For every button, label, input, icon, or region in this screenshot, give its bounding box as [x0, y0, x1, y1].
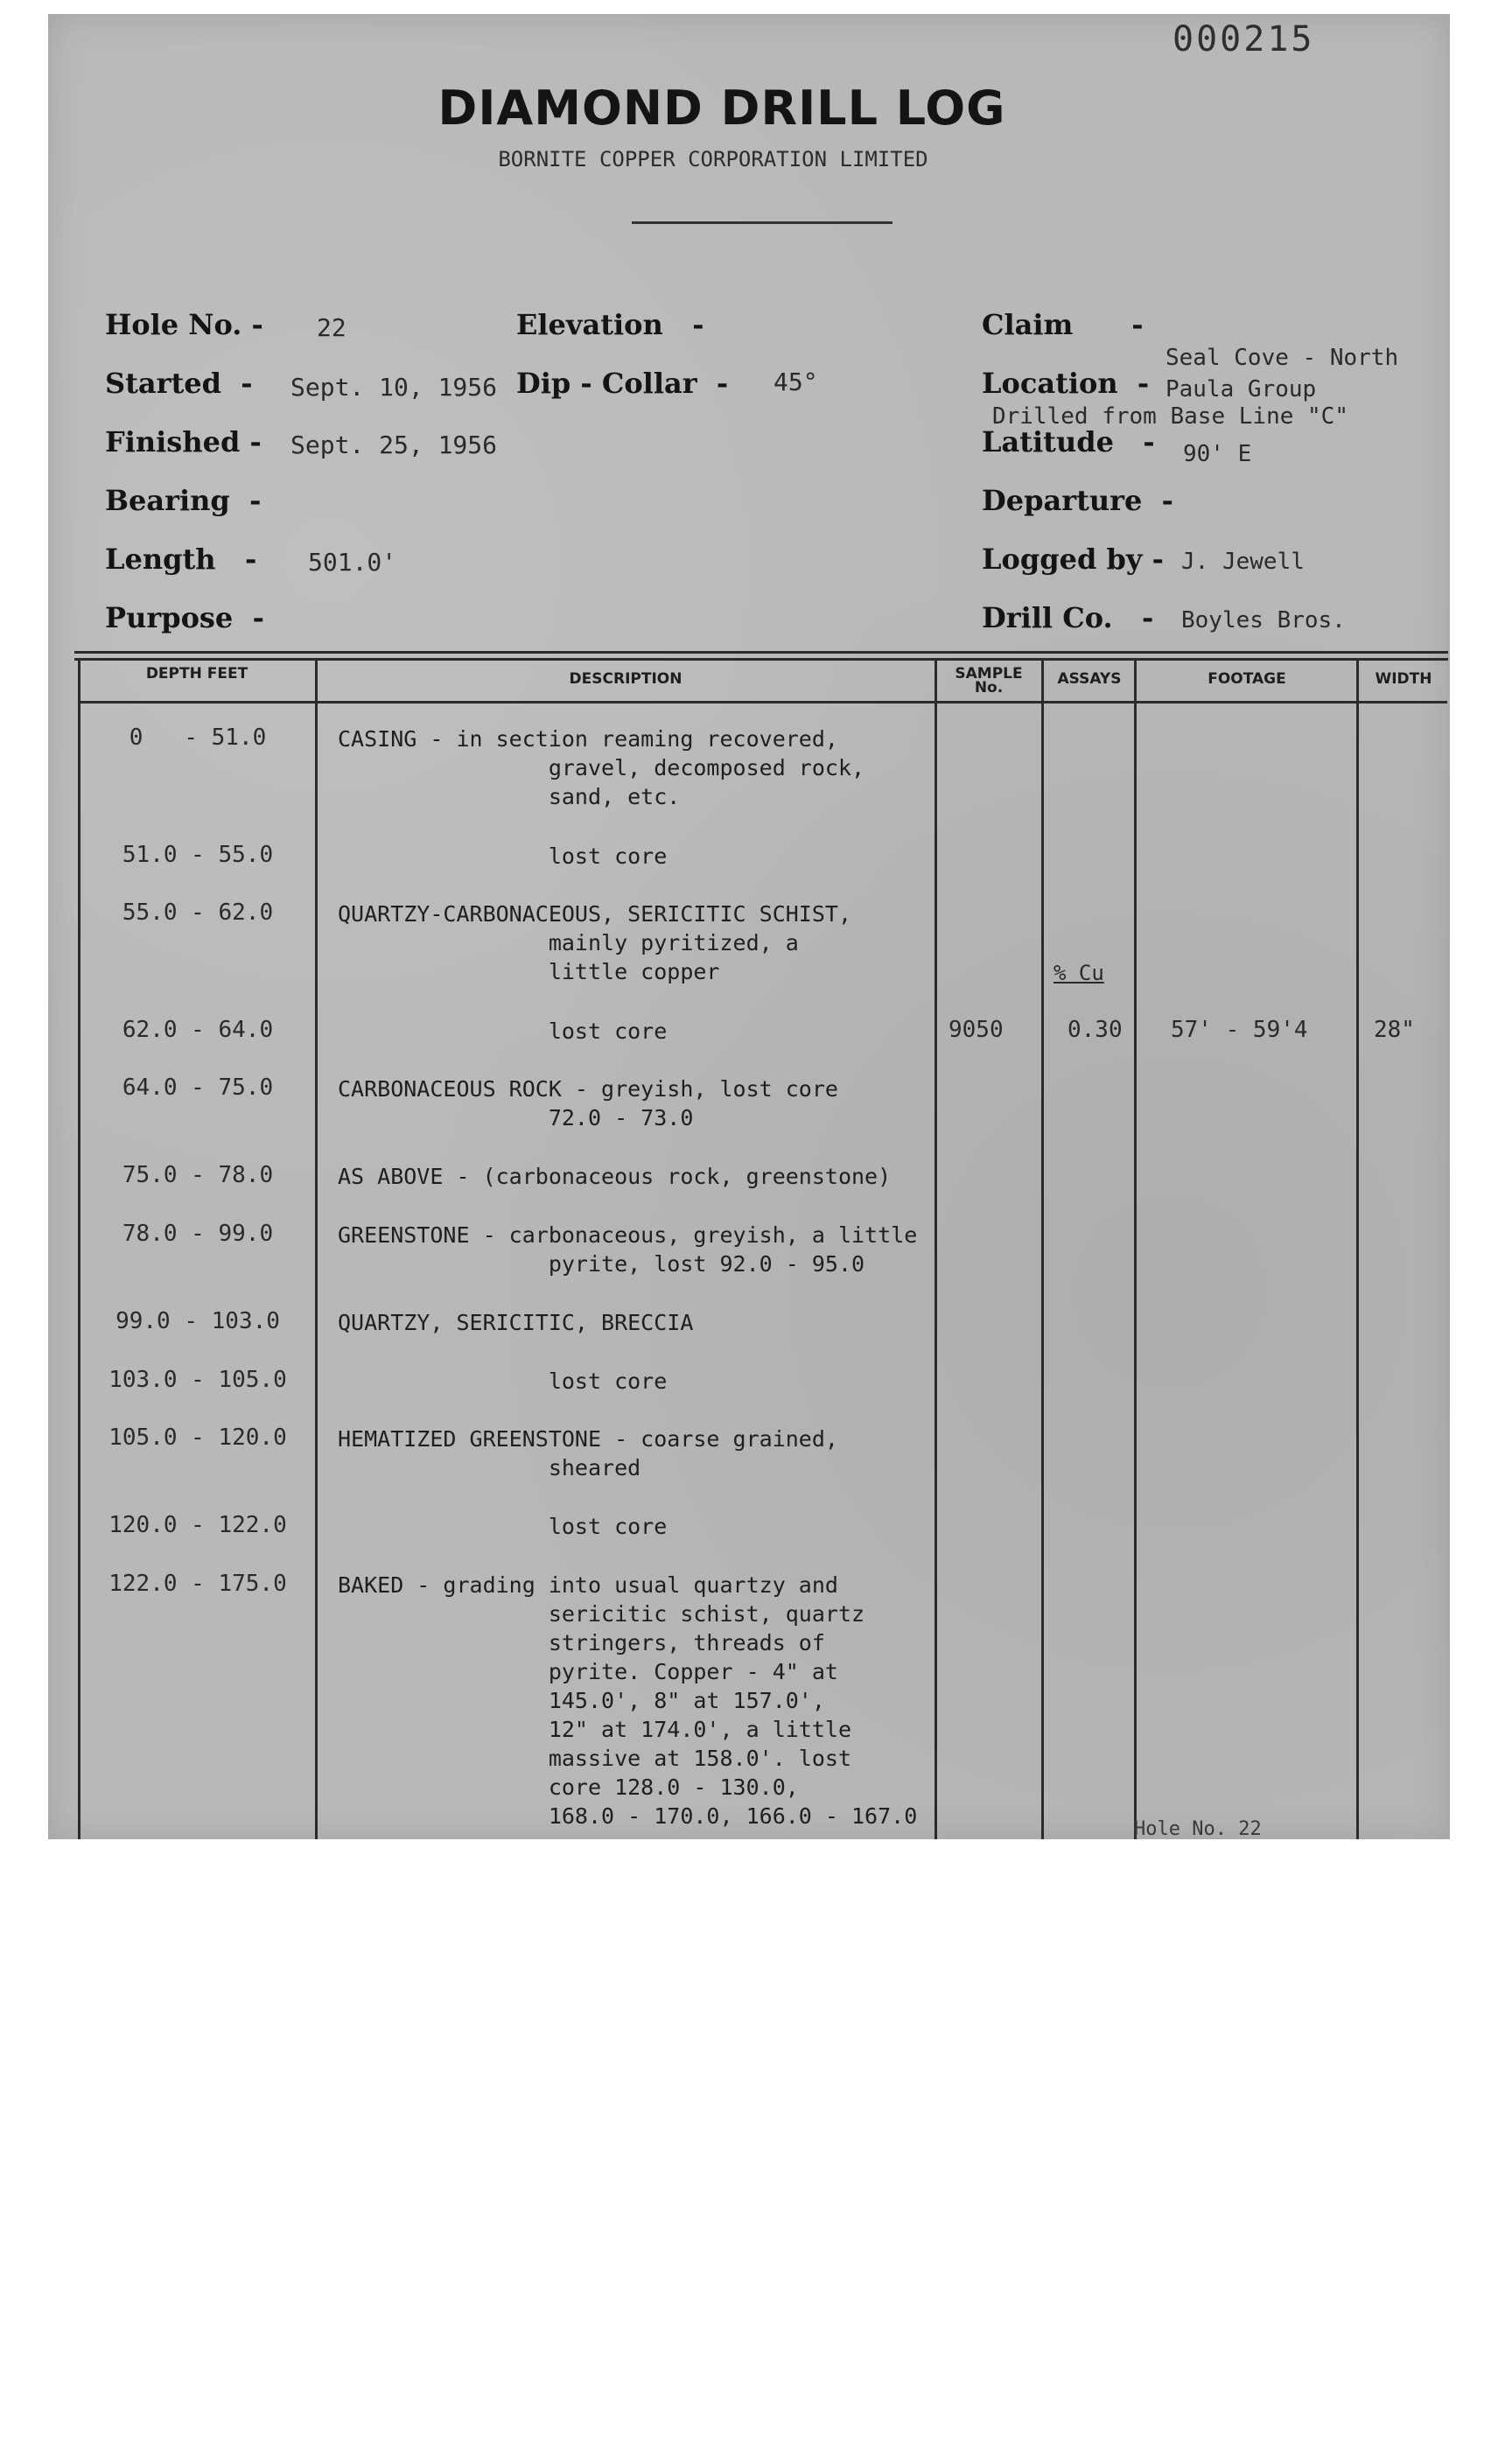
- col-head-assays: ASSAYS: [1057, 670, 1122, 688]
- hole-no-label: Hole No. -: [105, 308, 263, 341]
- assay-unit-label: % Cu: [1054, 961, 1104, 985]
- row-6-description: AS ABOVE - (carbonaceous rock, greenstone): [338, 1164, 892, 1189]
- purpose-label: Purpose -: [105, 601, 264, 634]
- latitude-value: 90' E: [1183, 441, 1252, 467]
- drill-co-label: Drill Co. -: [982, 601, 1154, 634]
- row-12-depth: 122.0 - 175.0: [108, 1571, 287, 1597]
- dip-collar-value: 45°: [774, 368, 818, 396]
- page-number: 000215: [1172, 19, 1315, 60]
- row-4-depth: 62.0 - 64.0: [122, 1017, 274, 1043]
- location-value: Paula Group: [1166, 376, 1317, 402]
- elevation-label: Elevation -: [516, 308, 704, 341]
- started-label: Started -: [105, 367, 253, 400]
- hole-no-value: 22: [317, 313, 346, 342]
- length-label: Length -: [105, 542, 257, 576]
- col-head-width: WIDTH: [1375, 670, 1432, 688]
- table-top-rule-inner: [74, 658, 1448, 661]
- logged-by-value: J. Jewell: [1181, 549, 1305, 575]
- row-4-footage: 57' - 59'4: [1171, 1017, 1308, 1043]
- claim-value: Seal Cove - North: [1166, 345, 1399, 371]
- finished-value: Sept. 25, 1956: [290, 430, 498, 459]
- company-name: BORNITE COPPER CORPORATION LIMITED: [498, 147, 928, 172]
- row-7-depth: 78.0 - 99.0: [122, 1221, 274, 1247]
- row-2-depth: 51.0 - 55.0: [122, 842, 274, 868]
- row-8-description: QUARTZY, SERICITIC, BRECCIA: [338, 1310, 694, 1335]
- col-head-sample: SAMPLE No.: [955, 665, 1023, 696]
- col-head-footage: FOOTAGE: [1208, 670, 1286, 688]
- started-value: Sept. 10, 1956: [290, 373, 498, 402]
- row-10-description: HEMATIZED GREENSTONE - coarse grained, sheared: [338, 1426, 838, 1480]
- row-1-description: CASING - in section reaming recovered, gravel, decomposed rock, sand, etc.: [338, 726, 865, 809]
- length-value: 501.0': [308, 548, 397, 577]
- claim-label: Claim -: [982, 308, 1144, 341]
- row-4-sample: 9050: [948, 1017, 1004, 1043]
- col-head-description: DESCRIPTION: [569, 670, 682, 688]
- table-header-rule: [78, 701, 1447, 704]
- col-head-depth: DEPTH FEET: [145, 665, 248, 682]
- bearing-label: Bearing -: [105, 484, 262, 517]
- row-4-assay: 0.30: [1068, 1017, 1123, 1043]
- row-5-depth: 64.0 - 75.0: [122, 1074, 274, 1101]
- finished-label: Finished -: [105, 425, 262, 458]
- table-border-left: [78, 658, 80, 1839]
- location-note: Drilled from Base Line "C": [992, 403, 1348, 430]
- row-2-description: lost core: [338, 844, 668, 869]
- drill-co-value: Boyles Bros.: [1181, 607, 1346, 634]
- row-1-depth: 0 - 51.0: [129, 724, 267, 751]
- row-3-depth: 55.0 - 62.0: [122, 900, 274, 926]
- col-divider-assays: [1134, 658, 1137, 1839]
- row-5-description: CARBONACEOUS ROCK - greyish, lost core 72.0 - 73.0: [338, 1076, 838, 1130]
- row-6-depth: 75.0 - 78.0: [122, 1162, 274, 1188]
- row-4-description: lost core: [338, 1018, 668, 1044]
- row-4-width: 28": [1374, 1017, 1415, 1043]
- row-12-description: BAKED - grading into usual quartzy and sericitic schist, quartz stringers, threads of pyrite. Copper - 4" at 145.0', 8" at 157.0', 12" at 174.0', a little massive at 158.0'. lost core 128.0 - 130.0, 168.0 - 170.0, 166.0 - 167.0: [338, 1572, 918, 1829]
- row-11-depth: 120.0 - 122.0: [108, 1512, 287, 1538]
- row-9-description: lost core: [338, 1368, 668, 1394]
- footer-hole-stamp: Hole No. 22: [1134, 1818, 1262, 1839]
- logged-by-label: Logged by -: [982, 542, 1164, 576]
- document-title: DIAMOND DRILL LOG: [438, 80, 1006, 136]
- row-7-description: GREENSTONE - carbonaceous, greyish, a little pyrite, lost 92.0 - 95.0: [338, 1222, 918, 1277]
- row-10-depth: 105.0 - 120.0: [108, 1424, 287, 1451]
- row-11-description: lost core: [338, 1514, 668, 1539]
- row-3-description: QUARTZY-CARBONACEOUS, SERICITIC SCHIST, mainly pyritized, a little copper: [338, 901, 851, 984]
- row-8-depth: 99.0 - 103.0: [116, 1308, 280, 1334]
- departure-label: Departure -: [982, 484, 1173, 517]
- latitude-label: Latitude -: [982, 425, 1155, 458]
- title-underline: [632, 221, 892, 224]
- table-top-rule-outer: [74, 651, 1448, 654]
- location-label: Location -: [982, 367, 1150, 400]
- row-9-depth: 103.0 - 105.0: [108, 1367, 287, 1393]
- col-divider-sample: [1041, 658, 1044, 1839]
- col-divider-footage: [1356, 658, 1359, 1839]
- col-divider-depth: [315, 658, 318, 1839]
- dip-collar-label: Dip - Collar -: [516, 367, 729, 400]
